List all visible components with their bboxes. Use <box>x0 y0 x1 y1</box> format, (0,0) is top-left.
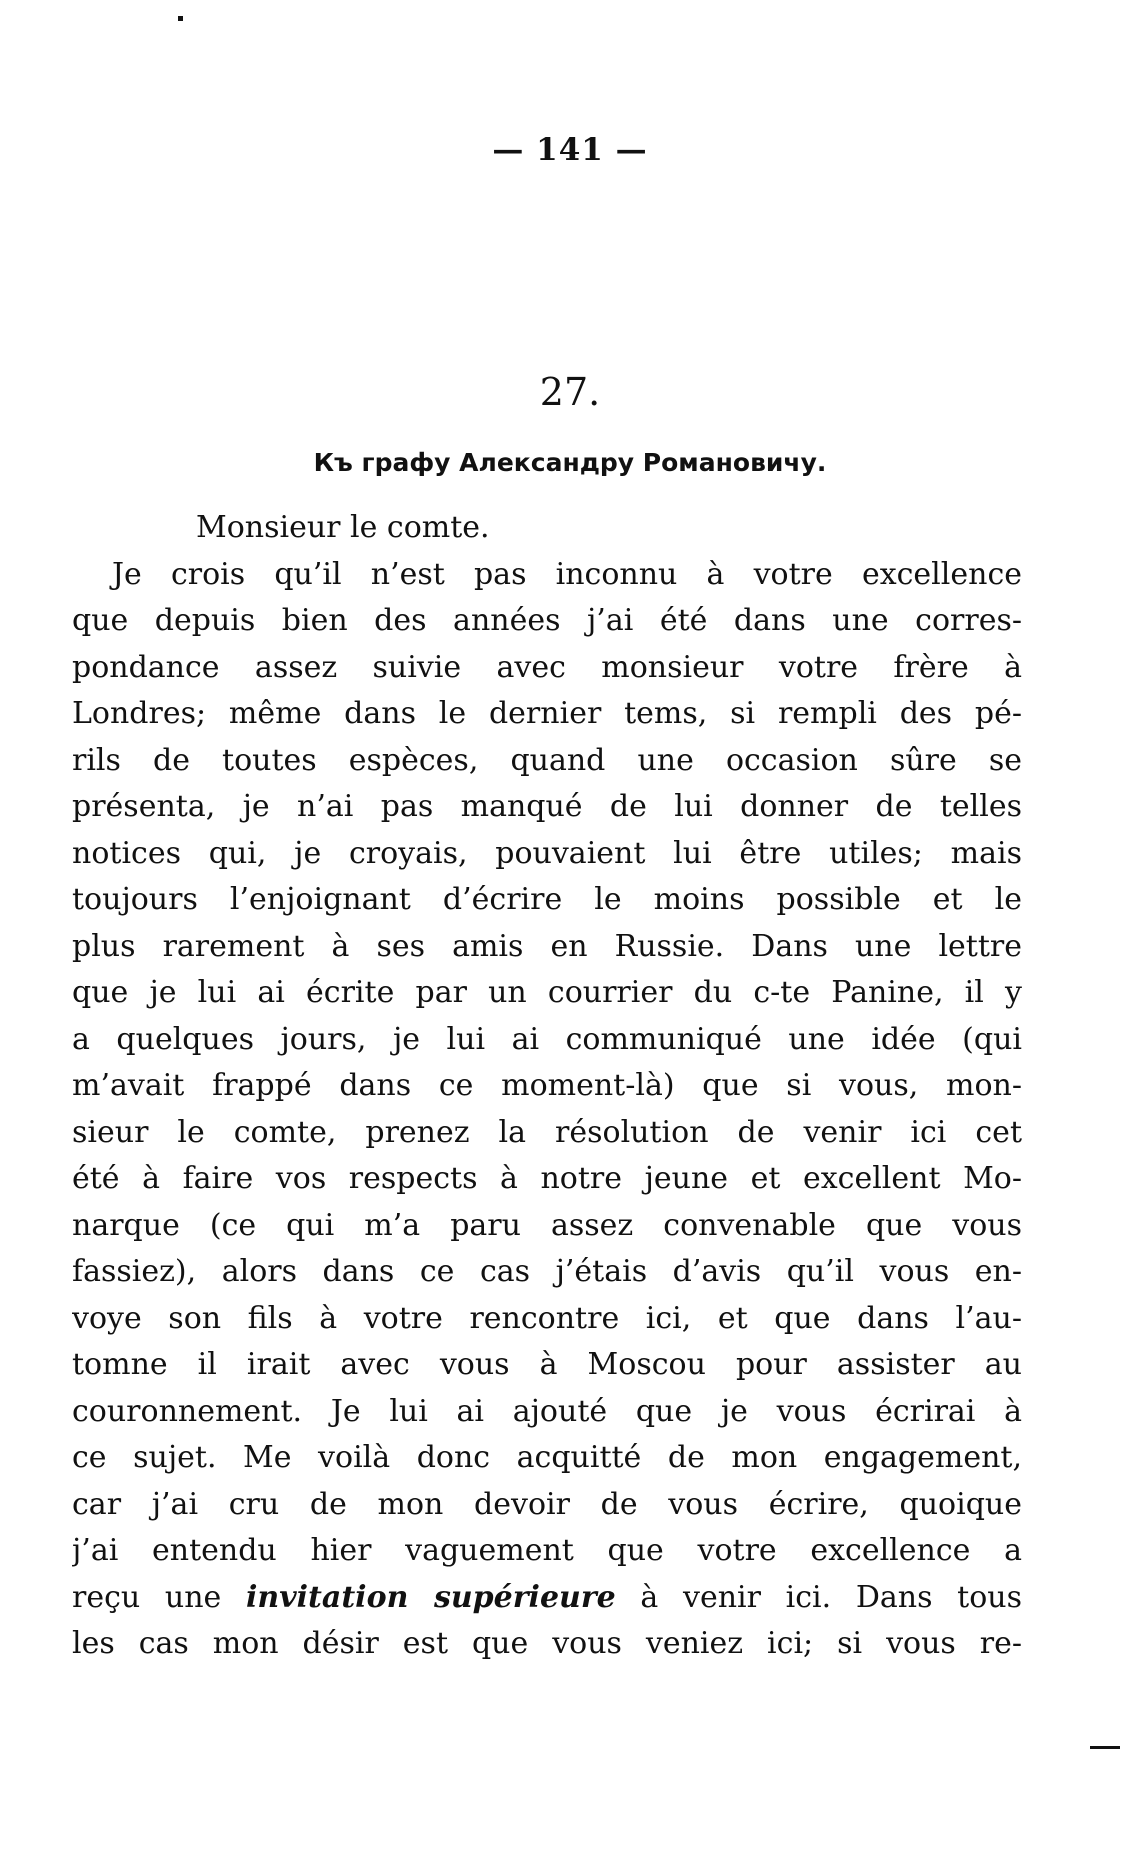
italic-phrase: invitation supérieure <box>245 1579 616 1615</box>
text-line: sieur le comte, prenez la résolution de venir ici cet <box>72 1114 1022 1150</box>
text-line: été à faire vos respects à notre jeune et excellent Mo- <box>72 1161 1022 1196</box>
text-line: fassiez), alors dans ce cas j’étais d’avis qu’il vous en- <box>72 1254 1022 1289</box>
text-segment: reçu une <box>72 1579 246 1615</box>
scan-speck <box>178 16 183 21</box>
text-line: rils de toutes espèces, quand une occasion sûre se <box>72 742 1022 778</box>
text-line: couronnement. Je lui ai ajouté que je vous écrirai à <box>72 1393 1022 1429</box>
text-line: Je crois qu’il n’est pas inconnu à votre excellence <box>112 556 1022 592</box>
text-line: pondance assez suivie avec monsieur votre frère à <box>72 649 1022 685</box>
text-line: tomne il irait avec vous à Moscou pour assister au <box>72 1347 1022 1382</box>
page-number: — 141 — <box>492 132 648 168</box>
letter-heading: Къ графу Александру Романовичу. <box>313 448 827 477</box>
text-line: car j’ai cru de mon devoir de vous écrire, quoique <box>72 1486 1022 1522</box>
text-line: a quelques jours, je lui ai communiqué une idée (qui <box>72 1021 1022 1057</box>
text-line-with-italic <box>72 1575 1022 1622</box>
text-line: m’avait frappé dans ce moment-là) que si vous, mon- <box>72 1068 1022 1103</box>
text-line: notices qui, je croyais, pouvaient lui être utiles; mais <box>72 835 1022 871</box>
text-line: présenta, je n’ai pas manqué de lui donner de telles <box>72 789 1022 824</box>
salutation: Monsieur le comte. <box>196 510 490 545</box>
text-line: que depuis bien des années j’ai été dans une corres- <box>72 603 1022 638</box>
text-line: les cas mon désir est que vous veniez ici; si vous re- <box>72 1626 1022 1661</box>
text-line: voye son fils à votre rencontre ici, et que dans l’au- <box>72 1300 1022 1336</box>
text-line: toujours l’enjoignant d’écrire le moins possible et le <box>72 882 1022 917</box>
letter-body <box>72 505 1022 1668</box>
text-segment: à venir ici. Dans tous <box>615 1579 1022 1615</box>
text-line: narque (ce qui m’a paru assez convenable que vous <box>72 1207 1022 1243</box>
text-line: j’ai entendu hier vaguement que votre excellence a <box>72 1533 1022 1568</box>
letter-number: 27. <box>539 370 601 414</box>
text-line: ce sujet. Me voilà donc acquitté de mon engagement, <box>72 1440 1022 1475</box>
page-edge-mark <box>1090 1746 1120 1749</box>
text-line: Londres; même dans le dernier tems, si rempli des pé- <box>72 696 1022 731</box>
text-line: que je lui ai écrite par un courrier du c-te Panine, il y <box>72 975 1022 1010</box>
text-line: plus rarement à ses amis en Russie. Dans une lettre <box>72 928 1022 964</box>
